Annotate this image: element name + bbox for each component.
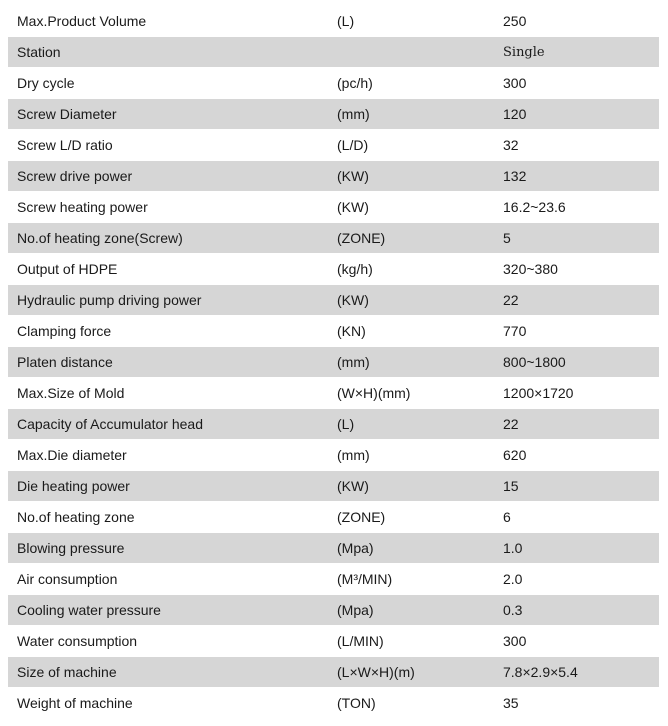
table-row	[8, 470, 659, 501]
param-cell: Max.Size of Mold	[17, 385, 125, 401]
unit-cell: (L/MIN)	[337, 633, 384, 649]
table-row	[8, 36, 659, 67]
table-row	[8, 439, 659, 470]
value-cell: 5	[503, 230, 511, 246]
param-cell: Screw L/D ratio	[17, 137, 113, 153]
value-cell: 2.0	[503, 571, 523, 587]
table-row	[8, 532, 659, 563]
table-row	[8, 687, 659, 718]
value-cell: 1200×1720	[503, 385, 574, 401]
table-row	[8, 625, 659, 656]
value-cell: 7.8×2.9×5.4	[503, 664, 578, 680]
value-cell: 320~380	[503, 261, 558, 277]
value-cell: 32	[503, 137, 519, 153]
param-cell: Air consumption	[17, 571, 118, 587]
value-cell: 16.2~23.6	[503, 199, 566, 215]
table-row	[8, 656, 659, 687]
param-cell: Hydraulic pump driving power	[17, 292, 202, 308]
table-row	[8, 191, 659, 222]
param-cell: Max.Die diameter	[17, 447, 127, 463]
value-cell: 22	[503, 416, 519, 432]
param-cell: Station	[17, 44, 61, 60]
unit-cell: (L/D)	[337, 137, 369, 153]
table-row	[8, 67, 659, 98]
unit-cell: (M³/MIN)	[337, 571, 393, 587]
unit-cell: (Mpa)	[337, 602, 374, 618]
value-cell: 6	[503, 509, 511, 525]
value-cell: 620	[503, 447, 527, 463]
param-cell: Size of machine	[17, 664, 117, 680]
value-cell: 300	[503, 75, 527, 91]
unit-cell: (W×H)(mm)	[337, 385, 411, 401]
value-cell: 15	[503, 478, 519, 494]
table-row	[8, 253, 659, 284]
param-cell: Die heating power	[17, 478, 130, 494]
param-cell: Blowing pressure	[17, 540, 125, 556]
param-cell: Cooling water pressure	[17, 602, 161, 618]
table-row	[8, 129, 659, 160]
value-cell: 250	[503, 13, 527, 29]
param-cell: Screw Diameter	[17, 106, 117, 122]
value-cell: 770	[503, 323, 527, 339]
table-row	[8, 563, 659, 594]
unit-cell: (ZONE)	[337, 230, 386, 246]
param-cell: Platen distance	[17, 354, 113, 370]
unit-cell: (pc/h)	[337, 75, 373, 91]
param-cell: Screw heating power	[17, 199, 148, 215]
unit-cell: (KW)	[337, 199, 369, 215]
table-row	[8, 160, 659, 191]
table-row	[8, 594, 659, 625]
param-cell: Output of HDPE	[17, 261, 118, 277]
param-cell: Max.Product Volume	[17, 13, 147, 29]
value-cell: 0.3	[503, 602, 523, 618]
value-cell: 120	[503, 106, 527, 122]
unit-cell: (mm)	[337, 447, 370, 463]
param-cell: No.of heating zone(Screw)	[17, 230, 183, 246]
value-cell: 1.0	[503, 540, 523, 556]
value-cell: 300	[503, 633, 527, 649]
table-row	[8, 5, 659, 36]
unit-cell: (L)	[337, 416, 355, 432]
table-row	[8, 284, 659, 315]
value-cell: 35	[503, 695, 519, 711]
table-row	[8, 408, 659, 439]
table-row	[8, 501, 659, 532]
unit-cell: (Mpa)	[337, 540, 374, 556]
table-row	[8, 377, 659, 408]
param-cell: Screw drive power	[17, 168, 133, 184]
param-cell: Water consumption	[17, 633, 138, 649]
unit-cell: (ZONE)	[337, 509, 386, 525]
unit-cell: (L)	[337, 13, 355, 29]
value-cell: 22	[503, 292, 519, 308]
param-cell: Capacity of Accumulator head	[17, 416, 203, 432]
unit-cell: (mm)	[337, 354, 370, 370]
value-cell: Single	[503, 44, 545, 60]
param-cell: No.of heating zone	[17, 509, 135, 525]
table-row	[8, 315, 659, 346]
table-row	[8, 98, 659, 129]
param-cell: Dry cycle	[17, 75, 75, 91]
unit-cell: (kg/h)	[337, 261, 373, 277]
unit-cell: (KW)	[337, 292, 369, 308]
param-cell: Weight of machine	[17, 695, 133, 711]
unit-cell: (KW)	[337, 168, 369, 184]
unit-cell: (L×W×H)(m)	[337, 664, 415, 680]
value-cell: 800~1800	[503, 354, 566, 370]
unit-cell: (KW)	[337, 478, 369, 494]
value-cell: 132	[503, 168, 527, 184]
unit-cell: (KN)	[337, 323, 366, 339]
unit-cell: (TON)	[337, 695, 376, 711]
table-row	[8, 222, 659, 253]
spec-table	[8, 5, 659, 718]
unit-cell: (mm)	[337, 106, 370, 122]
table-row	[8, 346, 659, 377]
param-cell: Clamping force	[17, 323, 112, 339]
